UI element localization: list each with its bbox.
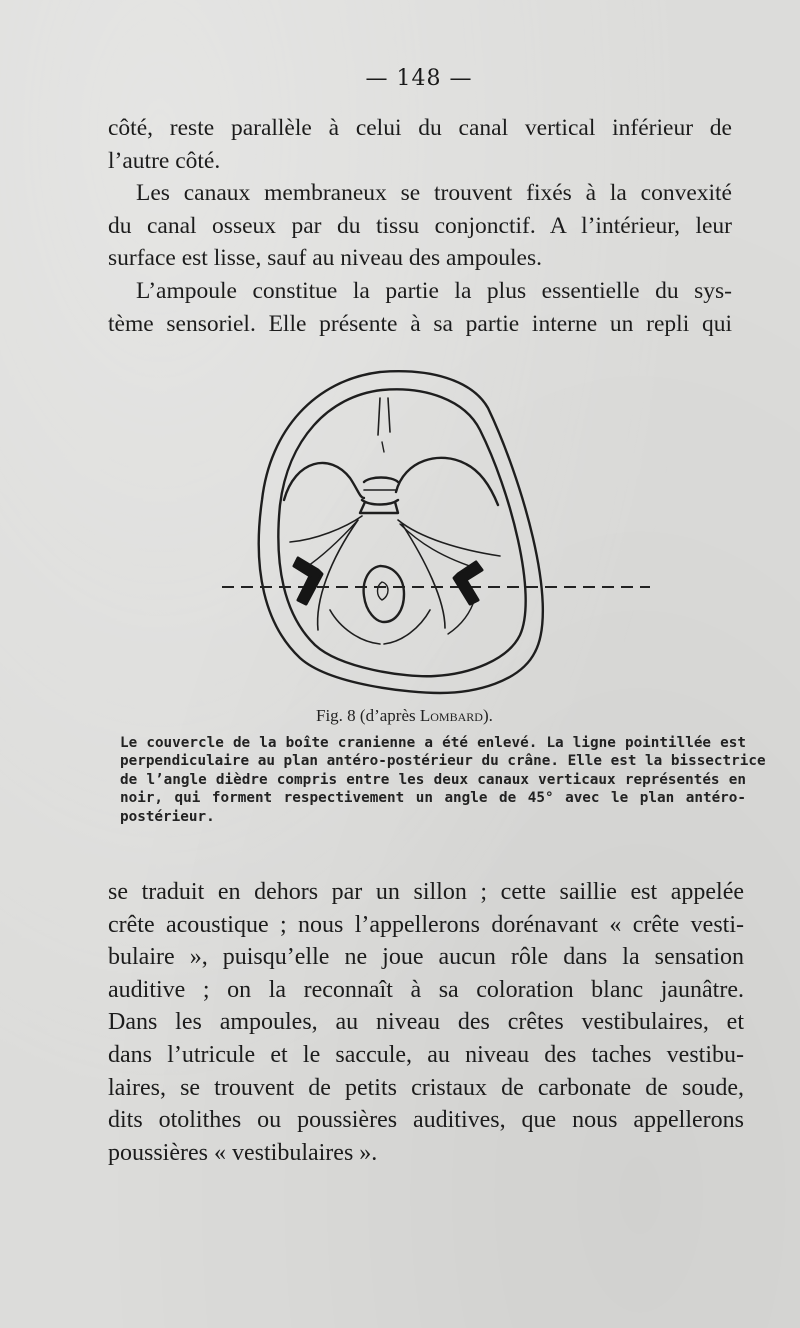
anterior-fossa-right — [396, 458, 498, 505]
skull-outline — [259, 371, 543, 693]
text-line: laires, se trouvent de petits cristaux de carbonate de soude, — [108, 1074, 744, 1101]
paragraph-2 — [108, 177, 732, 275]
caption-line: perpendiculaire au plan antéro-postérieur du crâne. Elle est la bissectrice — [120, 753, 766, 770]
text-line: se traduit en dehors par un sillon ; cette saillie est appelée — [108, 879, 744, 905]
skull-diagram — [220, 360, 660, 700]
figure-caption — [120, 734, 766, 826]
figure-label — [316, 706, 493, 726]
text-line: dans l’utricule et le saccule, au niveau des taches vestibu- — [108, 1041, 744, 1068]
text-line: l’autre côté. — [108, 147, 221, 174]
right-vertical-canal — [454, 562, 482, 604]
text-line: Les canaux membraneux se trouvent fixés à la convexité — [136, 180, 732, 206]
text-line: du canal osseux par du tissu conjonctif. A l’intérieur, leur — [108, 212, 732, 239]
text-line: côté, reste parallèle à celui du canal vertical inférieur de — [108, 115, 732, 141]
skull-base-figure — [220, 360, 660, 700]
figure-label-author: Lombard — [419, 706, 483, 725]
text-line: crête acoustique ; nous l’appellerons dorénavant « crête vesti- — [108, 911, 744, 938]
foramen-magnum — [364, 566, 404, 622]
caption-line: de l’angle dièdre compris entre les deux canaux verticaux représentés en — [120, 771, 746, 788]
text-line: Dans les ampoules, au niveau des crêtes vestibulaires, et — [108, 1009, 744, 1036]
text-line: L’ampoule constitue la partie la plus essentielle du sys- — [136, 278, 732, 304]
paragraph-3 — [108, 275, 732, 340]
skull-inner-outline — [278, 389, 525, 676]
text-line: poussières « vestibulaires ». — [108, 1139, 378, 1166]
paragraph-4 — [108, 876, 744, 1169]
caption-line: Le couvercle de la boîte cranienne a été enlevé. La ligne pointillée est — [120, 735, 746, 751]
text-line: tème sensoriel. Elle présente à sa partie interne un repli qui — [108, 310, 732, 337]
anterior-fossa-left — [284, 463, 364, 500]
left-vertical-canal — [294, 558, 322, 604]
paragraph-1 — [108, 112, 732, 177]
figure-label-suffix: ). — [482, 706, 493, 725]
page-number: — 148 — — [365, 66, 473, 91]
caption-line: noir, qui forment respectivement un angle de 45° avec le plan antéro- — [120, 790, 746, 807]
text-line: dits otolithes ou poussières auditives, que nous appellerons — [108, 1107, 744, 1134]
text-line: auditive ; on la reconnaît à sa coloration blanc jaunâtre. — [108, 976, 744, 1003]
text-line: surface est lisse, sauf au niveau des ampoules. — [108, 245, 542, 271]
text-line: bulaire », puisqu’elle ne joue aucun rôle dans la sensation — [108, 944, 744, 971]
figure-label-prefix: Fig. 8 (d’après — [316, 706, 420, 725]
caption-line: postérieur. — [120, 808, 215, 825]
